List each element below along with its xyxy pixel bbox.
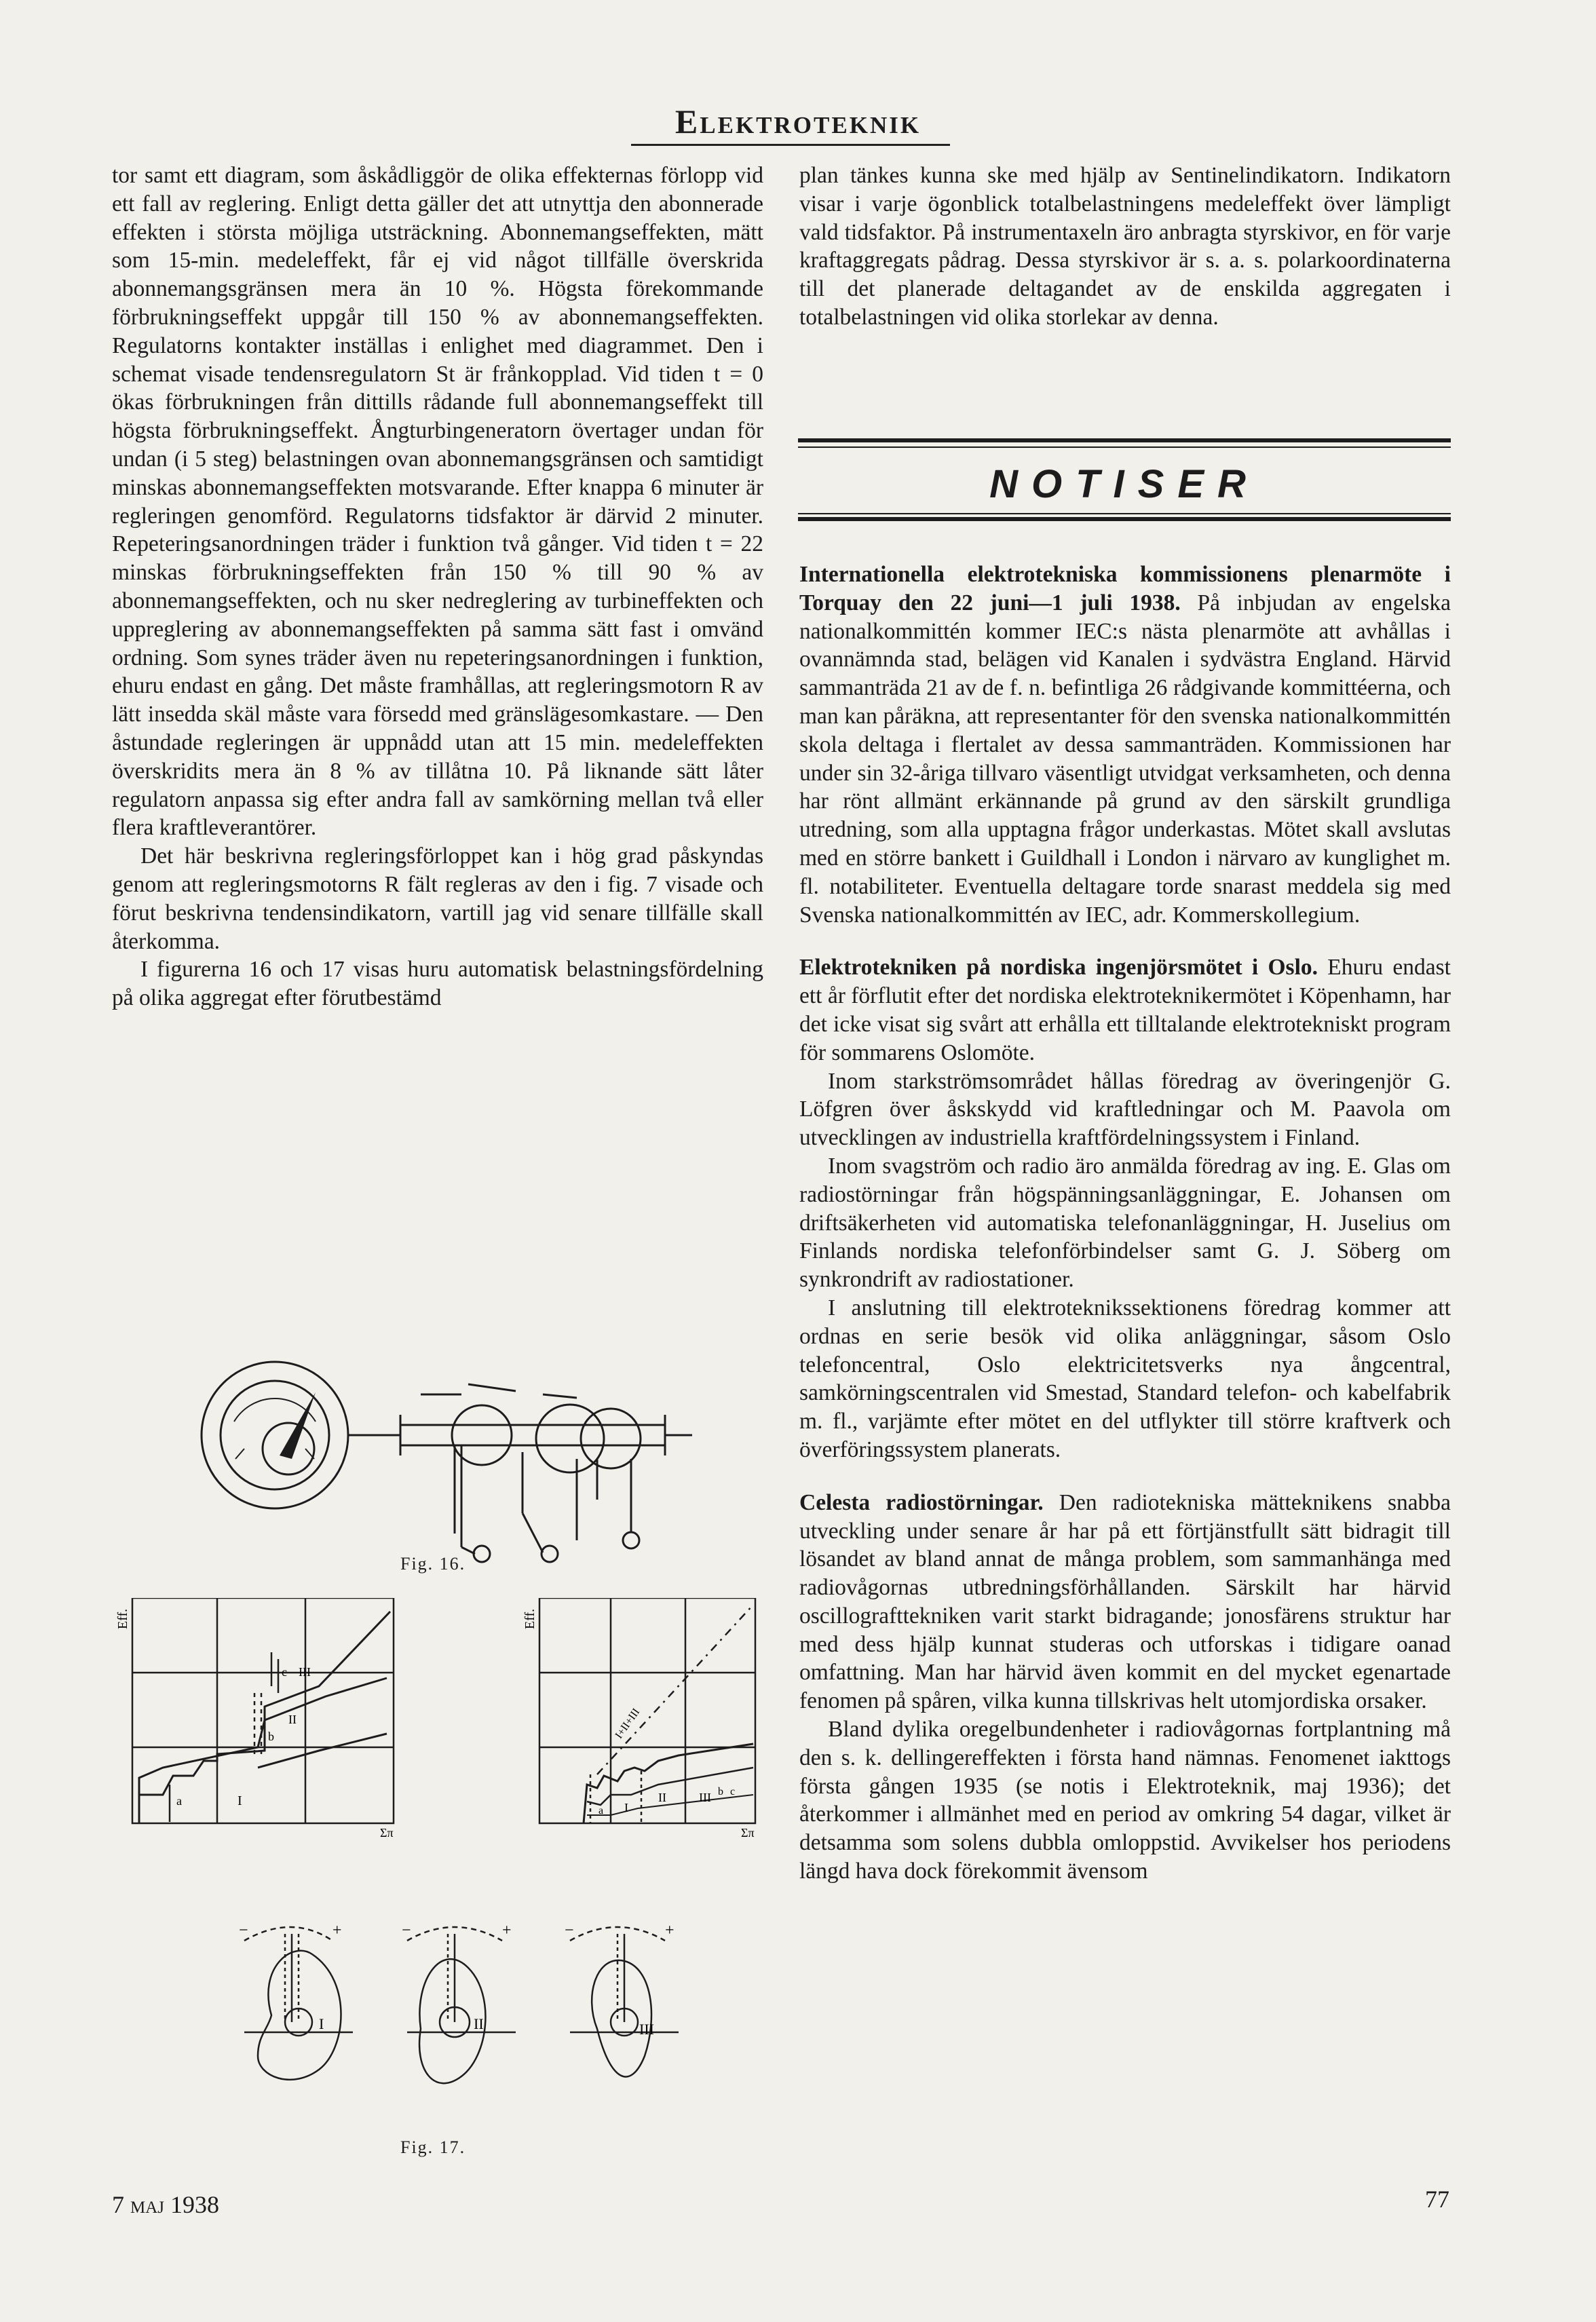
meter-needle	[280, 1392, 316, 1459]
left-diagram-label-II: II	[288, 1713, 297, 1726]
header-rule	[631, 144, 950, 146]
left-paragraph-2: Det här beskrivna regleringsförloppet kan i hög grad påskyndas genom att regleringsmotorns R fält regleras av den i fig. 7 visade och förut beskrivna tendensindikatorn, vartill jag vid senare tillfälle skall återkomma.	[112, 843, 763, 954]
left-column	[112, 161, 763, 1012]
article-iec-body: På inbjudan av engelska nationalkommittén kommer IEC:s nästa plenarmöte att avhållas i ovannämnda stad, belägen vid Kanalen i sydvästra England. Härvid sammanträda 21 av de f. n. befintliga 26 rådgivande kommittéerna, och man kan påräkna, att representanter för den svenska nationalkommittén skola deltaga i flertalet av dessa sammanträden. Kommissionen har under sin 32-åriga tillvaro väsentligt utvidgat verksamheten, och denna har rönt allmänt erkännande på grund av den särskilt grundliga utredning, som alla upptagna frågor underkastas. Mötet skall avslutas med en större bankett i Guildhall i London i närvaro av kunglighet m. fl. notabiliteter. Eventuella deltagare torde snarast meddela sig med Svenska nationalkommittén av IEC, adr. Kommerskollegium.	[799, 590, 1451, 928]
left-diagram-label-c: c	[282, 1665, 287, 1679]
right-column-top	[799, 161, 1451, 332]
notiser-rule-top-thick	[798, 438, 1451, 442]
notiser-rule-bottom-thin	[798, 513, 1451, 514]
article-celesta-body-2: Bland dylika oregelbundenheter i radiovågornas fortplantning må den s. k. dellingereffekten i första hand nämnas. Fenomenet iakttogs första gången 1935 (se notis i Elektroteknik, maj 1936); det återkommer i allmänhet med en period av omkring 54 dagar, vilket är detsamma som solens dubbla omloppstid. Avvikelser hos periodens längd hava dock förekommit ävensom	[799, 1717, 1451, 1884]
notiser-heading-box	[798, 438, 1451, 525]
left-diagram-x-label: Σπ	[380, 1826, 394, 1840]
fig17-cams	[217, 1893, 719, 2117]
right-diagram-x-label: Σπ	[741, 1826, 755, 1840]
page-number: 77	[1425, 2186, 1449, 2213]
right-diagram-label-a: a	[598, 1805, 604, 1816]
cam-label-II: II	[474, 2015, 484, 2032]
right-diagram-label-c: c	[730, 1786, 736, 1797]
article-oslo-title: Elektrotekniken på nordiska ingenjörsmötet i Oslo.	[799, 955, 1318, 981]
right-top-paragraph: plan tänkes kunna ske med hjälp av Sentinelindikatorn. Indikatorn visar i varje ögonblick totalbelastningens medeleffekt över lämpligt vald tidsfaktor. På instrumentaxeln äro anbragta styrskivor, en för varje kraftaggregats pådrag. Dessa styrskivor är s. a. s. polarkoordinaterna till det planerade deltagandet av de enskilda aggregaten i totalbelastningen vid olika storlekar av denna.	[799, 163, 1451, 330]
left-diagram-label-b: b	[268, 1730, 274, 1743]
right-diagram-label-sum: I+II+III	[613, 1706, 643, 1741]
left-paragraph-3: I figurerna 16 och 17 visas huru automatisk belastningsfördelning på olika aggregat efter förutbestämd	[112, 957, 763, 1011]
left-paragraph-1: tor samt ett diagram, som åskådliggör de olika effekternas förlopp vid ett fall av reglering. Enligt detta gäller det att utnyttja den abonnerade effekten i största möjliga utsträckning. Abonnemangseffekten, mätt som 15-min. medeleffekt, får ej vid något tillfälle överskrida abonnemangsgränsen mera än 10 %. Högsta förekommande förbrukningseffekt uppgår till 150 % av abonnemangseffekten. Regulatorns kontakter inställas i enlighet med diagrammet. Den i schemat visade tendensregulatorn St är frånkopplad. Vid tiden t = 0 ökas förbrukningen från dittills rådande full abonnemangseffekt till högsta förbrukningseffekt. Ångturbingeneratorn övertager undan för undan (i 5 steg) belastningen ovan abonnemangsgränsen och samtidigt minskas abonnemangseffekten motsvarande. Efter knappa 6 minuter är regleringen genomförd. Regulatorns tidsfaktor är därvid 2 minuter. Repeteringsanordningen träder i funktion två gånger. Vid tiden t = 22 minskas förbrukningseffekten från 150 % till 90 % av abonnemangseffekten, och nu sker nedreglering av turbineffekten och uppreglering av abonnemangseffekten på samma sätt fast i omvänd ordning. Som synes träder även nu repeteringsanordningen i funktion, ehuru endast en gång. Det måste framhållas, att regleringsmotorn R av lätt insedda skäl måste vara försedd med gränslägesomkastare. — Den åstundade regleringen är uppnådd utan att 15 min. medeleffekten överskridits mera än 8 % av tillåtna 10. På liknande sätt låter regulatorn anpassa sig efter andra fall av samkörning mellan två eller flera kraftleverantörer.	[112, 163, 763, 841]
fig16-schematic	[197, 1357, 712, 1581]
cam-plus-2: +	[502, 1922, 512, 1939]
fig17-caption: Fig. 17.	[400, 2137, 466, 2157]
right-column	[799, 560, 1451, 1886]
article-celesta-body-1: Den radiotekniska mätteknikens snabba utveckling under senare år har på ett förtjänstfullt sätt bidragit till lösandet av bland annat de många problem, som sammanhänga med radiovågornas utbredningsförhållanden. Särskilt har härvid oscillografttekniken varit starkt bidragande; jonosfärens struktur har med dess hjälp kunnat studeras och utforskas i tidigare oanad omfattning. Man har härvid även kommit en del mycket egenartade fenomen på spåren, vilka kunna tillskrivas helt utomjordiska orsaker.	[799, 1489, 1451, 1714]
article-iec-title: Internationella elektrotekniska kommissionens plenarmöte i Torquay den 22 juni—1 juli 1938.	[799, 562, 1451, 615]
cam-label-I: I	[319, 2015, 324, 2032]
article-oslo-body-4: I anslutning till elektroteknikssektionens föredrag kommer att ordnas en serie besök vid olika anläggningar, såsom Oslo telefoncentral, Oslo elektricitetsverks nya ångcentral, samkörningscentralen vid Smestad, Standard telefon- och kabelfabrik m. fl., varjämte efter mötet en del utflykter till större kraftverk och överföringssystem planerats.	[799, 1295, 1451, 1462]
article-oslo-body-1: Ehuru endast ett år förflutit efter det nordiska elektroteknikermötet i Köpenhamn, har det icke visat sig svårt att erhålla ett tilltalande elektrotekniskt program för sommarens Oslomöte.	[799, 955, 1451, 1065]
right-diagram-label-b: b	[718, 1786, 723, 1797]
running-header: Elektroteknik	[674, 102, 922, 140]
notiser-rule-bottom-thick	[798, 517, 1451, 521]
article-oslo-body-3: Inom svagström och radio äro anmälda föredrag av ing. E. Glas om radiostörningar från högspänningsanläggningar, E. Johansen om driftsäkerheten vid automatiska telefonanläggningar, H. Juselius om Finlands nordiska telefonförbindelser samt G. J. Söberg om synkrondrift av radiostationer.	[799, 1153, 1451, 1293]
right-diagram-label-I: I	[624, 1801, 628, 1814]
left-diagram-y-label: Eff.	[115, 1608, 130, 1629]
section-title: NOTISER	[989, 462, 1259, 506]
left-diagram-label-III: III	[299, 1665, 311, 1679]
cam-minus-3: −	[565, 1922, 574, 1939]
meter-inner-ring	[221, 1381, 329, 1489]
footer-date: 7 maj 1938	[112, 2191, 220, 2218]
right-diagram-y-label: Eff.	[522, 1608, 537, 1629]
article-iec	[799, 560, 1451, 929]
cam-plus-3: +	[665, 1922, 674, 1939]
left-diagram-label-a: a	[176, 1794, 182, 1808]
right-diagram-label-III: III	[699, 1791, 711, 1804]
article-celesta	[799, 1489, 1451, 1886]
notiser-rule-top-thin	[798, 446, 1451, 448]
article-oslo-body-2: Inom starkströmsområdet hållas föredrag av överingenjör G. Löfgren över åskskydd vid kraftledningar och M. Paavola om utvecklingen av industriella kraftfördelningssystem i Finland.	[799, 1068, 1451, 1151]
left-diagram-label-I: I	[238, 1793, 242, 1808]
right-diagram-label-II: II	[658, 1791, 666, 1804]
article-celesta-title: Celesta radiostörningar.	[799, 1489, 1044, 1515]
fig16-diagram-left	[115, 1598, 414, 1842]
cam-plus-1: +	[332, 1922, 342, 1939]
cam-minus-1: −	[239, 1922, 248, 1939]
meter-outer-ring	[202, 1362, 348, 1508]
fig16-caption: Fig. 16.	[400, 1554, 466, 1574]
cam-minus-2: −	[402, 1922, 411, 1939]
fig16-diagram-right	[522, 1598, 767, 1842]
cam-label-III: III	[639, 2021, 654, 2038]
article-oslo	[799, 953, 1451, 1464]
